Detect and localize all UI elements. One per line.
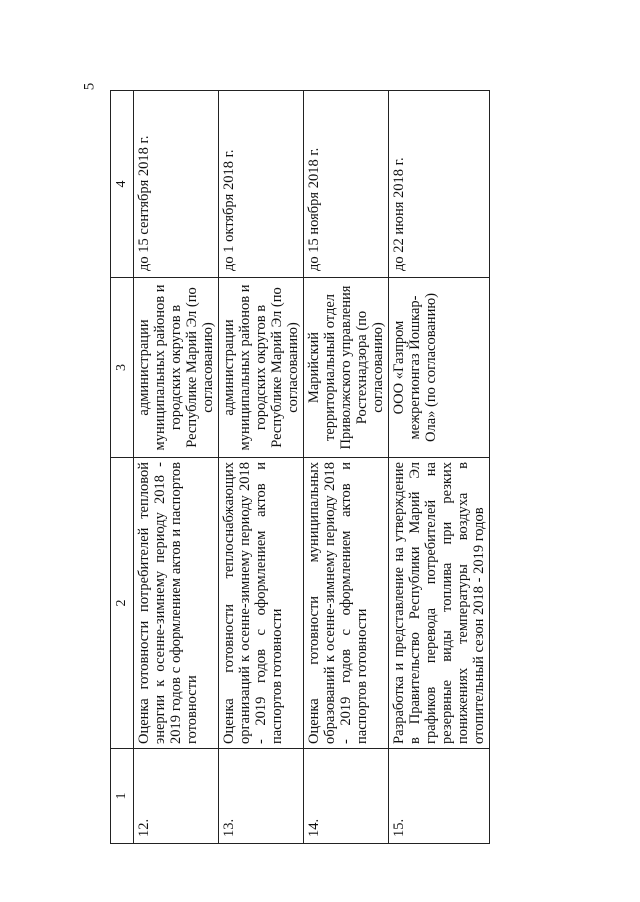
row-event: Оценка готовности теплоснабжающих организаций к осенне-зимнему периоду 2018 - 2019 годов с оформлением актов и паспортов готовности [219, 458, 304, 749]
row-number: 14. [304, 749, 389, 844]
row-responsible: администрации муниципальных районов и городских округов в Республике Марий Эл (по согласованию) [219, 278, 304, 458]
row-deadline: до 1 октября 2018 г. [219, 91, 304, 278]
row-number: 12. [134, 749, 219, 844]
row-number: 13. [219, 749, 304, 844]
row-event: Разработка и представление на утверждение в Правительство Республики Марий Эл графиков перевода потребителей на резервные виды топлива при резких понижениях температуры воздуха в отопительный сезон 2018 - 2019 годов [389, 458, 490, 749]
events-table [110, 90, 490, 844]
row-deadline: до 22 июня 2018 г. [389, 91, 490, 278]
header-col-2: 2 [111, 458, 134, 749]
row-event: Оценка готовности муниципальных образований к осенне-зимнему периоду 2018 - 2019 годов с оформлением актов и паспортов готовности [304, 458, 389, 749]
rotated-table-container [110, 91, 509, 844]
table-row [389, 91, 490, 844]
row-responsible: Марийский территориальный отдел Приволжского управления Ростехнадзора (по согласованию) [304, 278, 389, 458]
row-number: 15. [389, 749, 490, 844]
row-deadline: до 15 ноября 2018 г. [304, 91, 389, 278]
page-number: 5 [81, 82, 98, 91]
row-responsible: администрации муниципальных районов и городских округов в Республике Марий Эл (по согласованию) [134, 278, 219, 458]
table-row [134, 91, 219, 844]
header-col-1: 1 [111, 749, 134, 844]
table-row [219, 91, 304, 844]
header-col-4: 4 [111, 91, 134, 278]
row-deadline: до 15 сентября 2018 г. [134, 91, 219, 278]
row-event: Оценка готовности потребителей тепловой энергии к осенне-зимнему периоду 2018 - 2019 годов с оформлением актов и паспортов готовности [134, 458, 219, 749]
header-col-3: 3 [111, 278, 134, 458]
table-row [304, 91, 389, 844]
row-responsible: ООО «Газпром межрегионгаз Йошкар-Ола» (по согласованию) [389, 278, 490, 458]
table-header-row [111, 91, 134, 844]
